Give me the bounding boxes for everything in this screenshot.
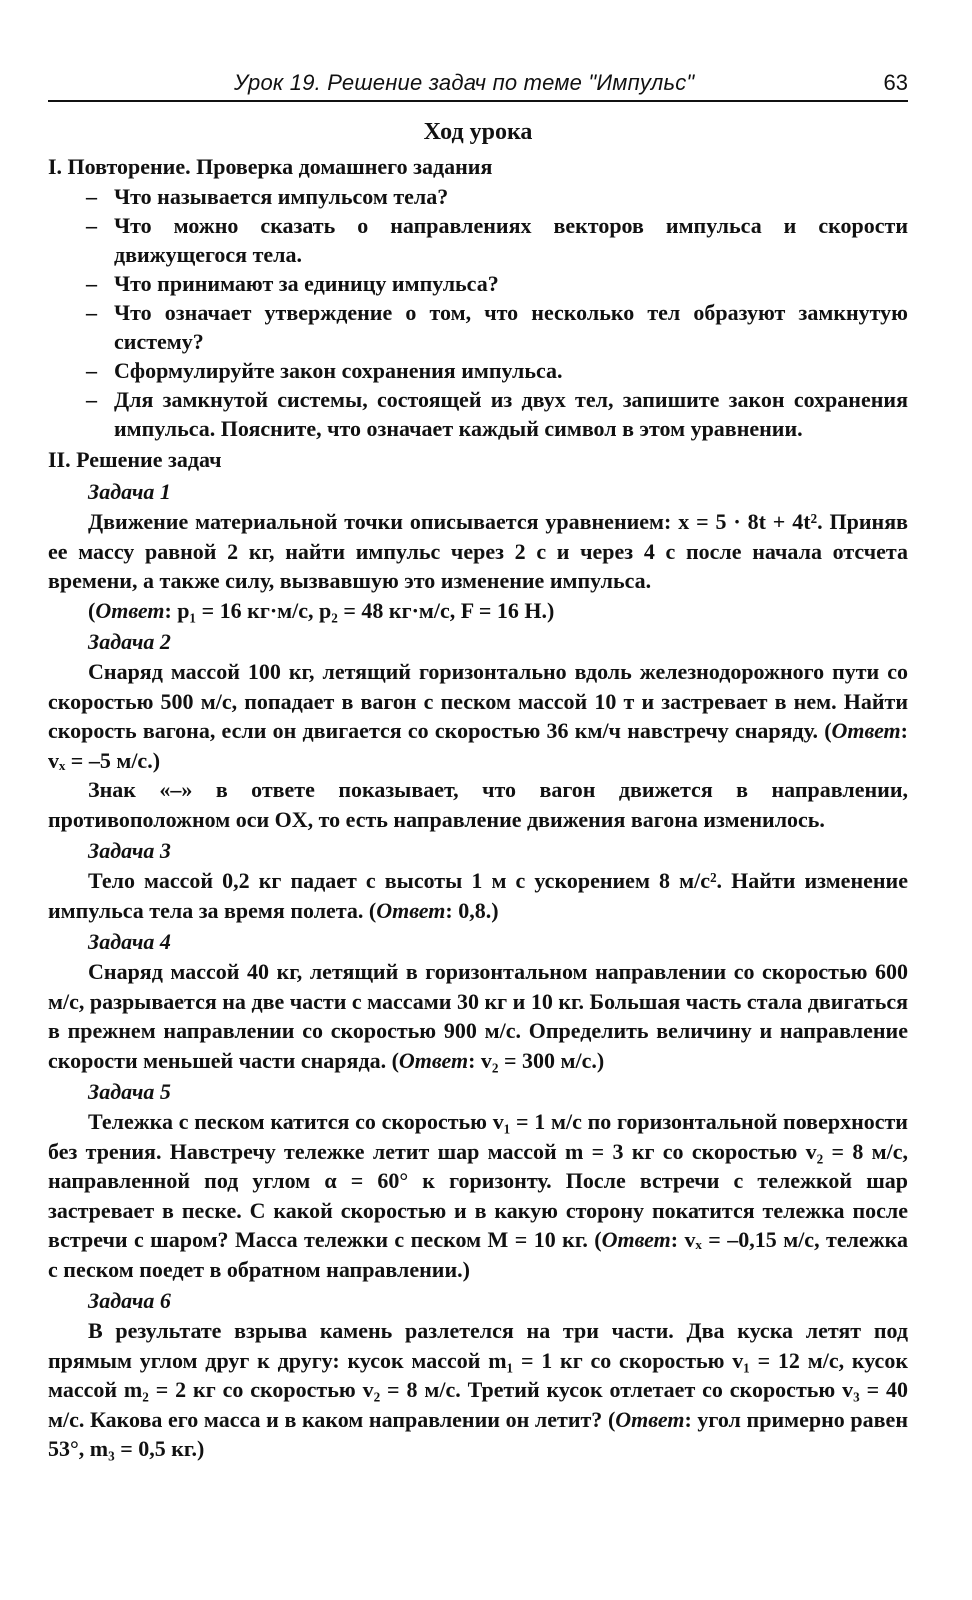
answer-label: Ответ <box>95 597 165 623</box>
section-1-title: I. Повторение. Проверка домашнего задания <box>48 154 493 179</box>
question-item: – Для замкнутой системы, состоящей из двух тел, запишите закон сохранения импульса. Поясните, что означает каждый символ в этом уравнении. <box>86 387 908 441</box>
task-text: Тело массой 0,2 кг падает с высоты 1 м с ускорением 8 м/с². Найти изменение импульса тела за время полета. (Ответ: 0,8.) <box>48 868 908 923</box>
question-item: – Сформулируйте закон сохранения импульса. <box>86 358 563 383</box>
section-2-title: II. Решение задач <box>48 447 222 472</box>
task-text: В результате взрыва камень разлетелся на три части. Два куска летят под прямым углом друг к другу: кусок массой m₁ = 1 кг со скоростью v₁ = 12 м/с, кусок массой m₂ = 2 кг со скоростью v₂ = 8 м/с. Третий кусок отлетает со скоростью v₃ = 40 м/с. Какова его масса и в каком направлении он летит? (Ответ: угол примерно равен 53°, m₃ = 0,5 кг.) <box>48 1318 908 1461</box>
task-answer: (Ответ: p₁ = 16 кг·м/с, p₂ = 48 кг·м/с, F = 16 Н.) <box>88 597 555 623</box>
task-heading: Задача 3 <box>88 838 171 863</box>
question-item: – Что можно сказать о направлениях векторов импульса и скорости движущегося тела. <box>86 213 908 267</box>
task-heading: Задача 4 <box>88 929 171 954</box>
question-item: – Что называется импульсом тела? <box>86 184 449 209</box>
answer-label: Ответ <box>601 1227 671 1252</box>
answer-label: Ответ <box>376 897 446 923</box>
page-number: 63 <box>883 70 908 95</box>
task-note: Знак «–» в ответе показывает, что вагон движется в направлении, противоположном оси OX, то есть направление движения вагона изменилось. <box>48 777 908 832</box>
question-list <box>48 182 908 443</box>
answer-label: Ответ <box>398 1047 469 1073</box>
task-heading: Задача 5 <box>88 1079 171 1104</box>
question-item: – Что принимают за единицу импульса? <box>86 271 499 296</box>
task-text: Движение материальной точки описывается уравнением: x = 5 · 8t + 4t². Приняв ее массу равной 2 кг, найти импульс через 2 с и через 4 с после начала отсчета времени, а также силу, вызвавшую это изменение импульса. <box>48 509 908 593</box>
answer-label: Ответ <box>615 1406 685 1432</box>
task-heading: Задача 6 <box>88 1288 171 1313</box>
answer-label: Ответ <box>831 718 901 743</box>
book-page <box>48 60 908 1464</box>
task-heading: Задача 2 <box>88 629 171 654</box>
running-header <box>48 60 908 102</box>
task-heading: Задача 1 <box>88 479 171 504</box>
task-text: Тележка с песком катится со скоростью v₁ = 1 м/с по горизонтальной поверхности без трения. Навстречу тележке летит шар массой m = 3 кг со скоростью v₂ = 8 м/с, направленной под углом α = 60° к горизонту. После встречи с тележкой шар застревает в песке. С какой скоростью и в какую сторону покатится тележка после встречи с шаром? Масса тележки с песком M = 10 кг. (Ответ: vₓ = –0,15 м/с, тележка с песком поедет в обратном направлении.) <box>48 1109 908 1282</box>
header-title: Урок 19. Решение задач по теме "Импульс" <box>234 70 695 95</box>
question-item: – Что означает утверждение о том, что несколько тел образуют замкнутую систему? <box>86 300 908 354</box>
task-text: Снаряд массой 40 кг, летящий в горизонтальном направлении со скоростью 600 м/с, разрывается на две части с массами 30 кг и 10 кг. Большая часть стала двигаться в прежнем направлении со скоростью 900 м/с. Определить величину и направление скорости меньшей части снаряда. (Ответ: v₂ = 300 м/с.) <box>48 959 908 1073</box>
task-text: Снаряд массой 100 кг, летящий горизонтально вдоль железнодорожного пути со скоростью 500 м/с, попадает в вагон с песком массой 10 т и застревает в нем. Найти скорость вагона, если он двигается со скоростью 36 км/ч навстречу снаряду. (Ответ: vₓ = –5 м/с.) <box>48 659 908 773</box>
lesson-title: Ход урока <box>423 119 533 145</box>
